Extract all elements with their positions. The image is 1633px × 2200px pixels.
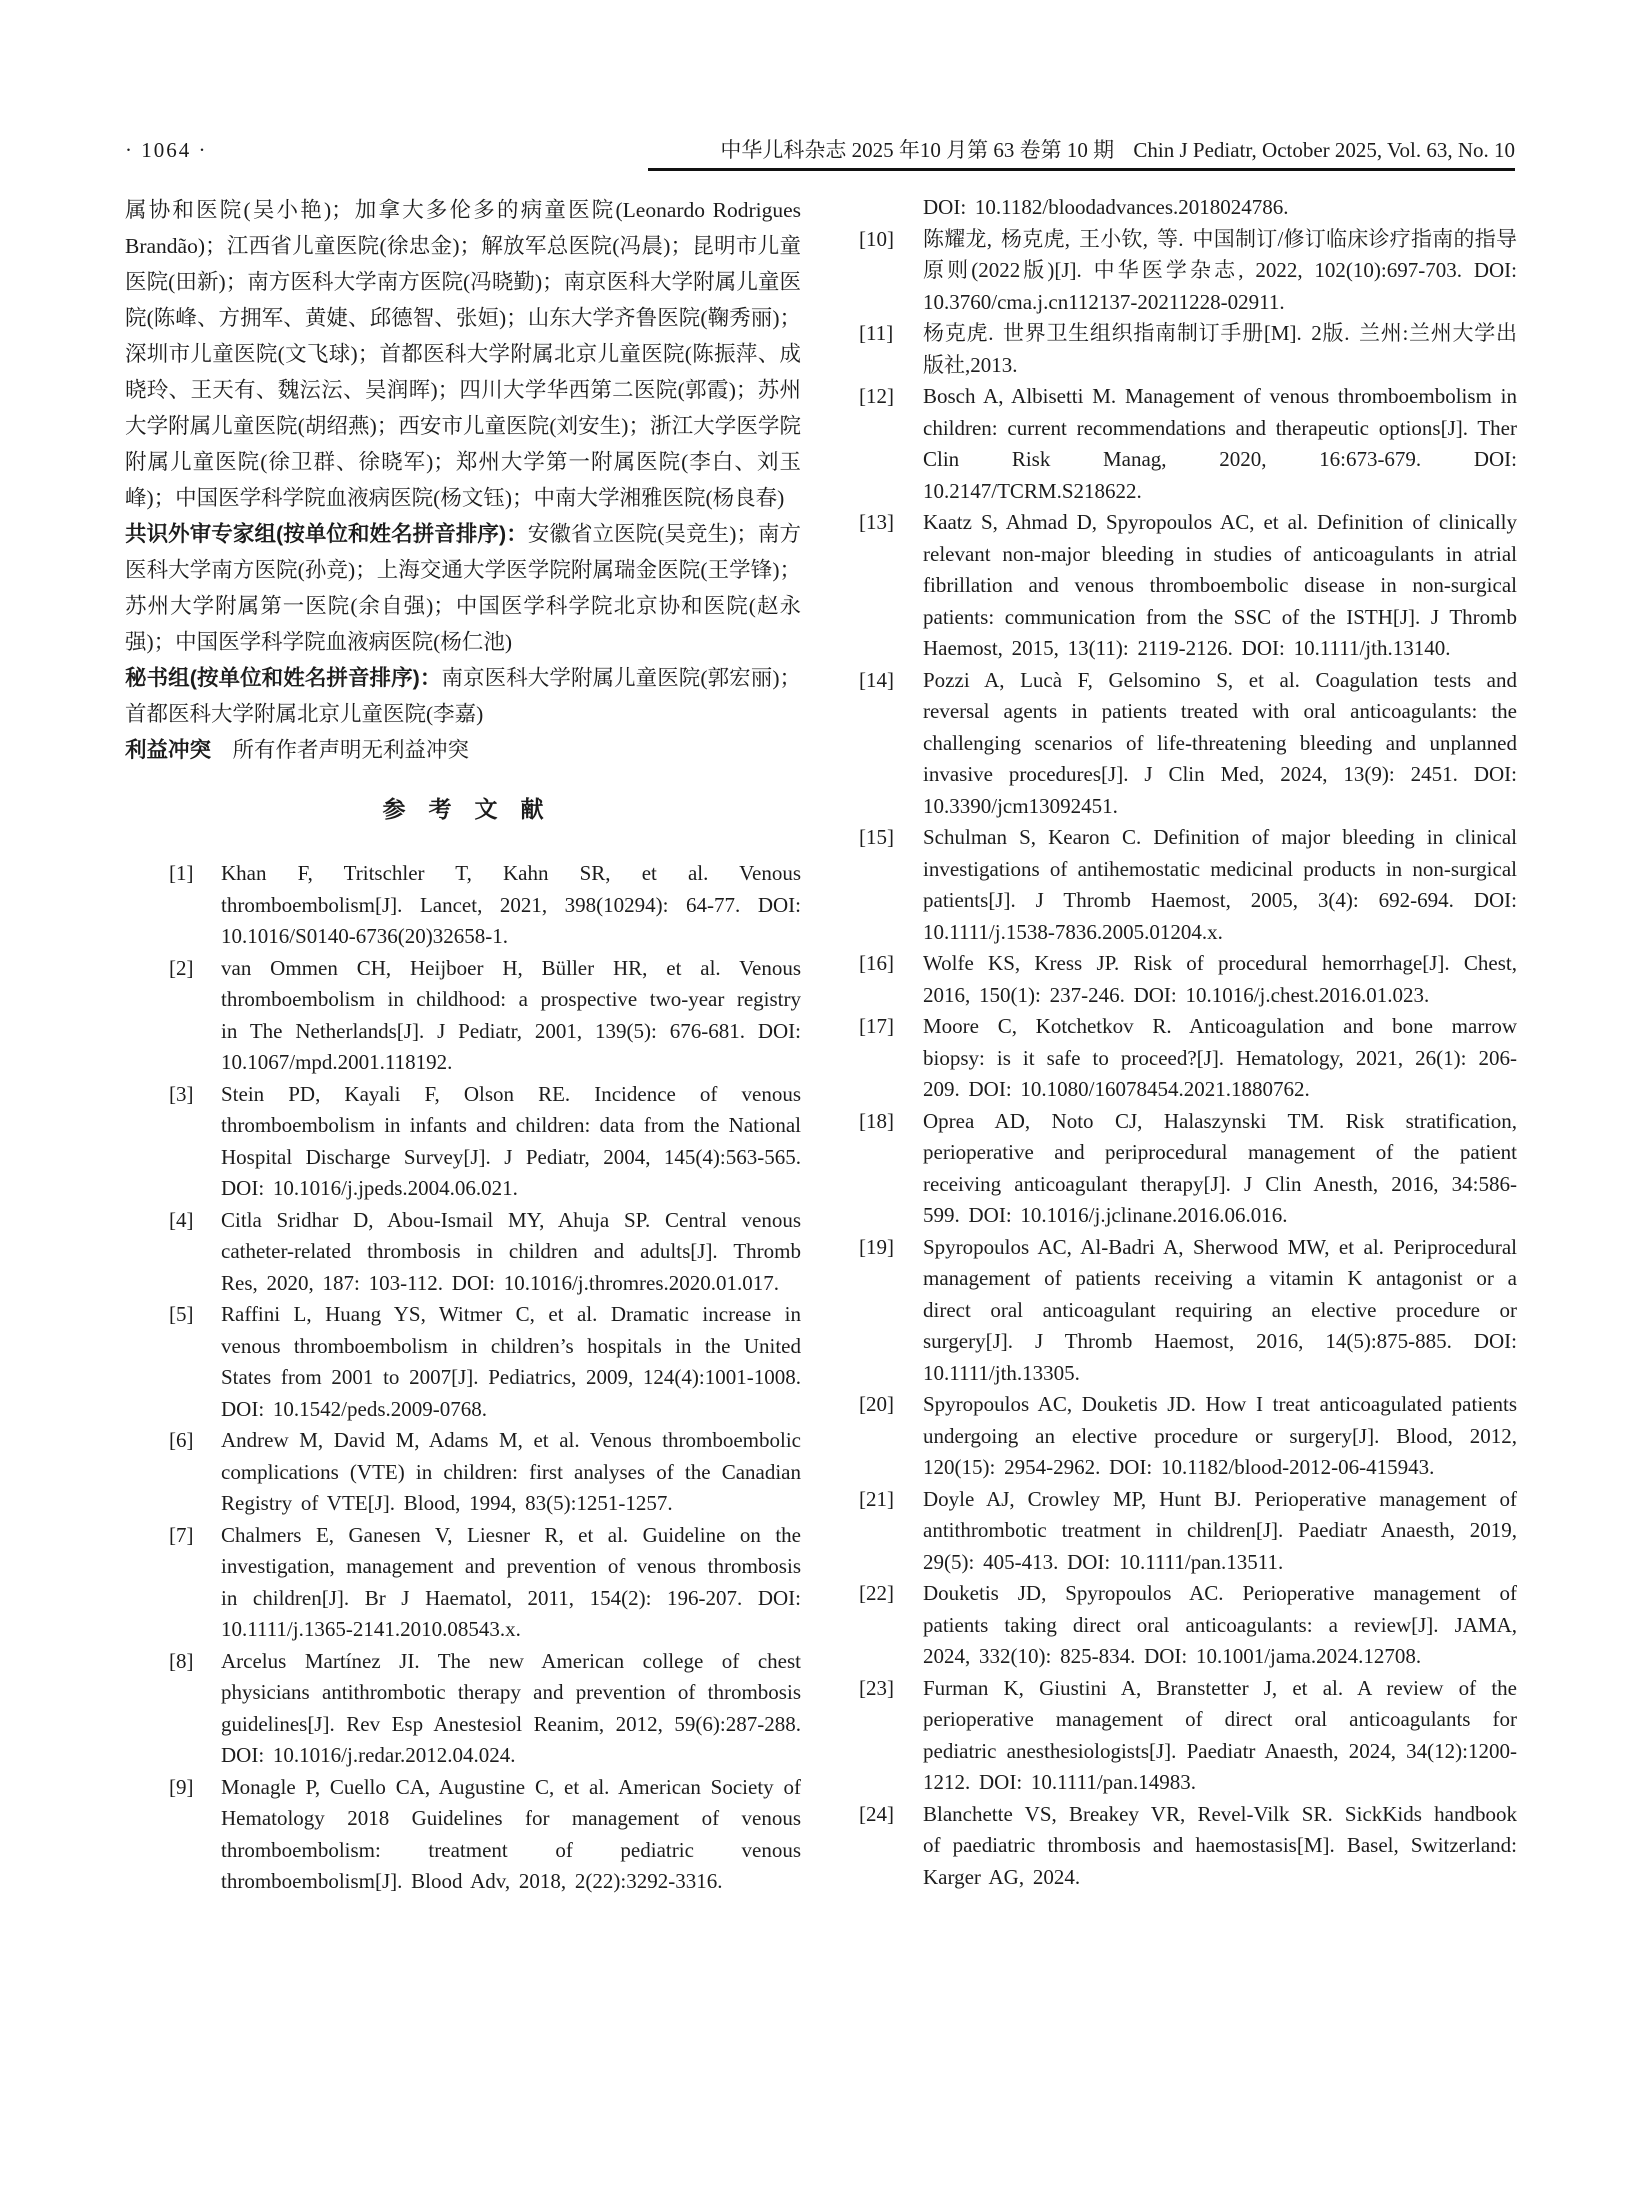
reference-number: [16] (859, 951, 894, 975)
reference-number: [17] (859, 1014, 894, 1038)
reference-text: Douketis JD, Spyropoulos AC. Perioperative management of patients taking direct oral anticoagulants: a review[J]. JAMA, 2024, 332(10): 825-834. DOI: 10.1001/jama.2024.12708. (923, 1581, 1517, 1668)
front-matter-text: 安徽省立医院(吴竞生)；南方医科大学南方医院(孙竞)；上海交通大学医学院附属瑞金医院(王学锋)；苏州大学附属第一医院(余自强)；中国医学科学院北京协和医院(赵永强)；中国医学科学院血液病医院(杨仁池) (125, 522, 801, 654)
reference-text: Kaatz S, Ahmad D, Spyropoulos AC, et al. Definition of clinically relevant non-major bleeding in studies of anticoagulants in atrial fibrillation and venous thromboembolic disease in non-surgical patients: communication from the SSC of the ISTH[J]. J Thromb Haemost, 2015, 13(11): 2119-2126. DOI: 10.1111/jth.13140. (923, 510, 1517, 660)
running-head (125, 134, 1515, 164)
front-matter-label: 共识外审专家组(按单位和姓名拼音排序)： (125, 522, 528, 546)
front-matter-text: 属协和医院(吴小艳)；加拿大多伦多的病童医院(Leonardo Rodrigues Brandão)；江西省儿童医院(徐忠金)；解放军总医院(冯晨)；昆明市儿童医院(田新)；南方医科大学南方医院(冯晓勤)；南京医科大学附属儿童医院(陈峰、方拥军、黄婕、邱德智、张姮)；山东大学齐鲁医院(鞠秀丽)；深圳市儿童医院(文飞球)；首都医科大学附属北京儿童医院(陈振萍、成晓玲、王天有、魏沄沄、吴润晖)；四川大学华西第二医院(郭霞)；苏州大学附属儿童医院(胡绍燕)；西安市儿童医院(刘安生)；浙江大学医学院附属儿童医院(徐卫群、徐晓军)；郑州大学第一附属医院(李白、刘玉峰)；中国医学科学院血液病医院(杨文钰)；中南大学湘雅医院(杨良春) (125, 198, 801, 510)
left-column (125, 192, 801, 1898)
reference-number: [5] (169, 1302, 194, 1326)
reference-number: [24] (859, 1801, 894, 1826)
reference-item (859, 1389, 1517, 1484)
reference-number: [3] (169, 1081, 194, 1106)
front-matter-label: 利益冲突 (125, 738, 212, 762)
reference-item (169, 1772, 801, 1898)
reference-item (859, 1484, 1517, 1579)
reference-number: [9] (169, 1774, 194, 1799)
reference-number: [20] (859, 1392, 894, 1416)
front-matter-paragraph (125, 516, 801, 660)
reference-item (169, 858, 801, 953)
front-matter-paragraph (125, 192, 801, 516)
front-matter-paragraph (125, 660, 801, 732)
reference-number: [7] (169, 1522, 194, 1547)
reference-number: [6] (169, 1428, 194, 1452)
reference-item (859, 507, 1517, 665)
reference-item (169, 953, 801, 1079)
reference-number: [12] (859, 384, 894, 408)
reference-item (169, 1520, 801, 1646)
reference-number: [23] (859, 1675, 894, 1700)
reference-text: Arcelus Martínez JI. The new American college of chest physicians antithrombotic therapy and prevention of thrombosis guidelines[J]. Rev Esp Anestesiol Reanim, 2012, 59(6):287-288. DOI: 10.1016/j.redar.2012.04.024. (221, 1648, 801, 1767)
reference-text: Monagle P, Cuello CA, Augustine C, et al. American Society of Hematology 2018 Guidelines for management of venous thromboembolism: treatment of pediatric venous thromboembolism[J]. Blood Adv, 2018, 2(22):3292-3316. (221, 1774, 801, 1893)
journal-citation-english: Chin J Pediatr, October 2025, Vol. 63, No. 10 (1133, 138, 1515, 162)
reference-text: Wolfe KS, Kress JP. Risk of procedural hemorrhage[J]. Chest, 2016, 150(1): 237-246. DOI: 10.1016/j.chest.2016.01.023. (923, 951, 1517, 1007)
references-heading: 参 考 文 献 (382, 796, 544, 822)
reference-item (859, 381, 1517, 507)
reference-text: Citla Sridhar D, Abou-Ismail MY, Ahuja SP. Central venous catheter-related thrombosis in children and adults[J]. Thromb Res, 2020, 187: 103-112. DOI: 10.1016/j.thromres.2020.01.017. (221, 1207, 801, 1295)
reference-text: van Ommen CH, Heijboer H, Büller HR, et al. Venous thromboembolism in childhood: a prospective two-year registry in The Netherlands[J]. J Pediatr, 2001, 139(5): 676-681. DOI: 10.1067/mpd.2001.118192. (221, 955, 801, 1074)
reference-text: 杨克虎. 世界卫生组织指南制订手册[M]. 2版. 兰州:兰州大学出版社,2013. (923, 321, 1517, 377)
reference-number: [19] (859, 1234, 894, 1259)
reference-item (859, 1106, 1517, 1232)
reference-text: Khan F, Tritschler T, Kahn SR, et al. Venous thromboembolism[J]. Lancet, 2021, 398(10294): 64-77. DOI: 10.1016/S0140-6736(20)32658-1. (221, 861, 801, 948)
reference-number: [18] (859, 1108, 894, 1133)
right-column (859, 192, 1517, 1898)
reference-item (169, 1079, 801, 1205)
reference-text: Blanchette VS, Breakey VR, Revel-Vilk SR. SickKids handbook of paediatric thrombosis and haemostasis[M]. Basel, Switzerland: Karger AG, 2024. (923, 1801, 1517, 1889)
reference-item (859, 1011, 1517, 1106)
reference-number: [10] (859, 226, 894, 251)
front-matter-text: 所有作者声明无利益冲突 (211, 738, 470, 762)
references-list-left (125, 858, 801, 1898)
reference-text: Spyropoulos AC, Al-Badri A, Sherwood MW, et al. Periprocedural management of patients receiving a vitamin K antagonist or a direct oral anticoagulant requiring an elective procedure or surgery[J]. J Thromb Haemost, 2016, 14(5):875-885. DOI: 10.1111/jth.13305. (923, 1234, 1517, 1385)
reference-number: [8] (169, 1648, 194, 1673)
reference-number: [21] (859, 1486, 894, 1511)
reference-text: Raffini L, Huang YS, Witmer C, et al. Dramatic increase in venous thromboembolism in children’s hospitals in the United States from 2001 to 2007[J]. Pediatrics, 2009, 124(4):1001-1008. DOI: 10.1542/peds.2009-0768. (221, 1302, 801, 1421)
reference-item (859, 318, 1517, 381)
journal-citation (720, 134, 1515, 164)
reference-text: Oprea AD, Noto CJ, Halaszynski TM. Risk stratification, perioperative and periprocedural management of the patient receiving anticoagulant therapy[J]. J Clin Anesth, 2016, 34:586-599. DOI: 10.1016/j.jclinane.2016.06.016. (923, 1108, 1517, 1227)
reference-number: [22] (859, 1581, 894, 1605)
reference-number: [11] (859, 321, 894, 345)
reference-item (169, 1425, 801, 1520)
reference-item (859, 1578, 1517, 1673)
reference-item (859, 224, 1517, 319)
references-list-right (859, 192, 1517, 1893)
reference-text: Furman K, Giustini A, Branstetter J, et al. A review of the perioperative management of direct oral anticoagulants for pediatric anesthesiologists[J]. Paediatr Anaesth, 2024, 34(12):1200-1212. DOI: 10.1111/pan.14983. (923, 1675, 1517, 1794)
page-number: · 1064 · (125, 138, 208, 162)
two-column-body (125, 192, 1517, 1898)
header-rule (648, 168, 1515, 171)
reference-number: [15] (859, 825, 894, 849)
reference-number: [1] (169, 861, 194, 885)
reference-item (859, 665, 1517, 823)
reference-text: Chalmers E, Ganesen V, Liesner R, et al. Guideline on the investigation, management and prevention of venous thrombosis in children[J]. Br J Haematol, 2011, 154(2): 196-207. DOI: 10.1111/j.1365-2141.2010.08543.x. (221, 1522, 801, 1641)
front-matter-text: 南京医科大学附属儿童医院(郭宏丽)；首都医科大学附属北京儿童医院(李嘉) (125, 666, 801, 726)
front-matter-paragraph (125, 732, 801, 768)
reference-text: Schulman S, Kearon C. Definition of major bleeding in clinical investigations of antihemostatic medicinal products in non-surgical patients[J]. J Thromb Haemost, 2005, 3(4): 692-694. DOI: 10.1111/j.1538-7836.2005.01204.x. (923, 825, 1517, 944)
front-matter (125, 192, 801, 768)
journal-citation-chinese: 中华儿科杂志 2025 年10 月第 63 卷第 10 期 (720, 138, 1115, 162)
reference-number: [4] (169, 1207, 194, 1232)
reference-number: [2] (169, 955, 194, 980)
reference-number: [14] (859, 667, 894, 692)
reference-item (859, 948, 1517, 1011)
reference-text: Doyle AJ, Crowley MP, Hunt BJ. Perioperative management of antithrombotic treatment in children[J]. Paediatr Anaesth, 2019, 29(5): 405-413. DOI: 10.1111/pan.13511. (923, 1486, 1517, 1574)
reference-text: Stein PD, Kayali F, Olson RE. Incidence of venous thromboembolism in infants and children: data from the National Hospital Discharge Survey[J]. J Pediatr, 2004, 145(4):563-565. DOI: 10.1016/j.jpeds.2004.06.021. (221, 1081, 801, 1200)
reference-item (859, 822, 1517, 948)
reference-item (169, 1299, 801, 1425)
reference-item (859, 1673, 1517, 1799)
reference-text: Moore C, Kotchetkov R. Anticoagulation and bone marrow biopsy: is it safe to proceed?[J]. Hematology, 2021, 26(1): 206-209. DOI: 10.1080/16078454.2021.1880762. (923, 1014, 1517, 1101)
reference-item (859, 1799, 1517, 1894)
reference-number: [13] (859, 510, 894, 534)
reference-item (169, 1646, 801, 1772)
reference-item (859, 1232, 1517, 1390)
reference-item (859, 192, 1517, 224)
reference-text: Andrew M, David M, Adams M, et al. Venous thromboembolic complications (VTE) in children: first analyses of the Canadian Registry of VTE[J]. Blood, 1994, 83(5):1251-1257. (221, 1428, 801, 1515)
reference-text: Spyropoulos AC, Douketis JD. How I treat anticoagulated patients undergoing an elective procedure or surgery[J]. Blood, 2012, 120(15): 2954-2962. DOI: 10.1182/blood-2012-06-415943. (923, 1392, 1517, 1479)
reference-text: 陈耀龙, 杨克虎, 王小钦, 等. 中国制订/修订临床诊疗指南的指导原则(2022版)[J]. 中华医学杂志, 2022, 102(10):697-703. DOI: 10.3760/cma.j.cn112137-20211228-02911. (923, 226, 1517, 314)
reference-text: Bosch A, Albisetti M. Management of venous thromboembolism in children: current recommendations and therapeutic options[J]. Ther Clin Risk Manag, 2020, 16:673-679. DOI: 10.2147/TCRM.S218622. (923, 384, 1517, 503)
reference-item (169, 1205, 801, 1300)
front-matter-label: 秘书组(按单位和姓名拼音排序)： (125, 666, 442, 690)
reference-text: DOI: 10.1182/bloodadvances.2018024786. (923, 195, 1289, 219)
reference-text: Pozzi A, Lucà F, Gelsomino S, et al. Coagulation tests and reversal agents in patients treated with oral anticoagulants: the challenging scenarios of life-threatening bleeding and unplanned invasive procedures[J]. J Clin Med, 2024, 13(9): 2451. DOI: 10.3390/jcm13092451. (923, 667, 1517, 818)
